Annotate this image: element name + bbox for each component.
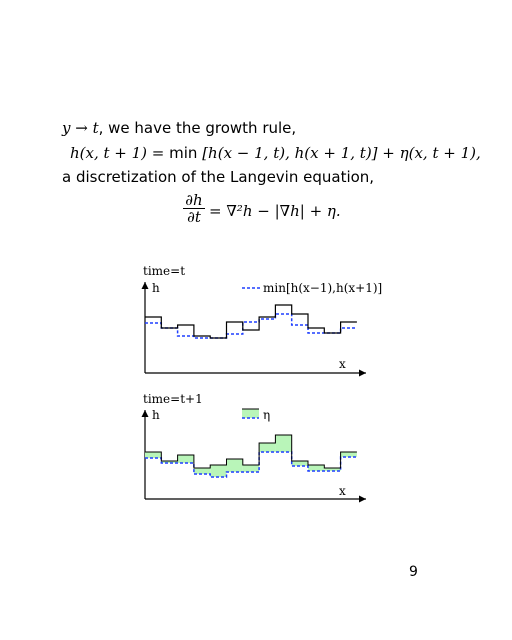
noise-fill-segment <box>308 465 324 471</box>
equation-lhs: h(x, t + 1) = <box>70 144 170 162</box>
bottom-noise-fills <box>145 435 357 477</box>
bottom-panel-y-label: h <box>152 408 160 422</box>
legend-min-label: min[h(x−1),h(x+1)] <box>263 281 383 295</box>
legend-eta-swatch <box>242 409 259 418</box>
fraction-denominator: ∂t <box>187 208 201 226</box>
equation-rest: [h(x − 1, t), h(x + 1, t)] + η(x, t + 1), <box>197 144 481 162</box>
noise-fill-segment <box>194 468 210 474</box>
equation-rhs: = ∇²h − |∇h| + η. <box>209 202 341 220</box>
text-growth-rule: , we have the growth rule, <box>98 119 297 137</box>
top-panel-y-label: h <box>152 281 160 295</box>
legend-eta-label: η <box>263 408 271 422</box>
bottom-panel <box>143 392 366 499</box>
noise-fill-segment <box>227 459 243 472</box>
fraction-numerator: ∂h <box>183 192 205 209</box>
noise-fill-segment <box>275 435 291 452</box>
equation-min: min <box>169 144 198 162</box>
bottom-panel-title: time=t+1 <box>143 392 203 406</box>
top-panel-title: time=t <box>143 264 186 278</box>
bottom-x-label: x <box>339 484 346 498</box>
math-y-to-t: y → t <box>62 119 99 137</box>
noise-fill-segment <box>243 465 259 472</box>
noise-fill-segment <box>210 465 226 477</box>
top-panel <box>143 264 382 373</box>
top-min-profile <box>145 314 357 338</box>
top-x-label: x <box>339 357 346 371</box>
page-number: 9 <box>409 564 418 580</box>
text-discretization: a discretization of the Langevin equation, <box>62 168 375 186</box>
noise-fill-segment <box>178 455 194 463</box>
noise-fill-segment <box>259 443 275 452</box>
noise-fill-segment <box>145 452 161 458</box>
